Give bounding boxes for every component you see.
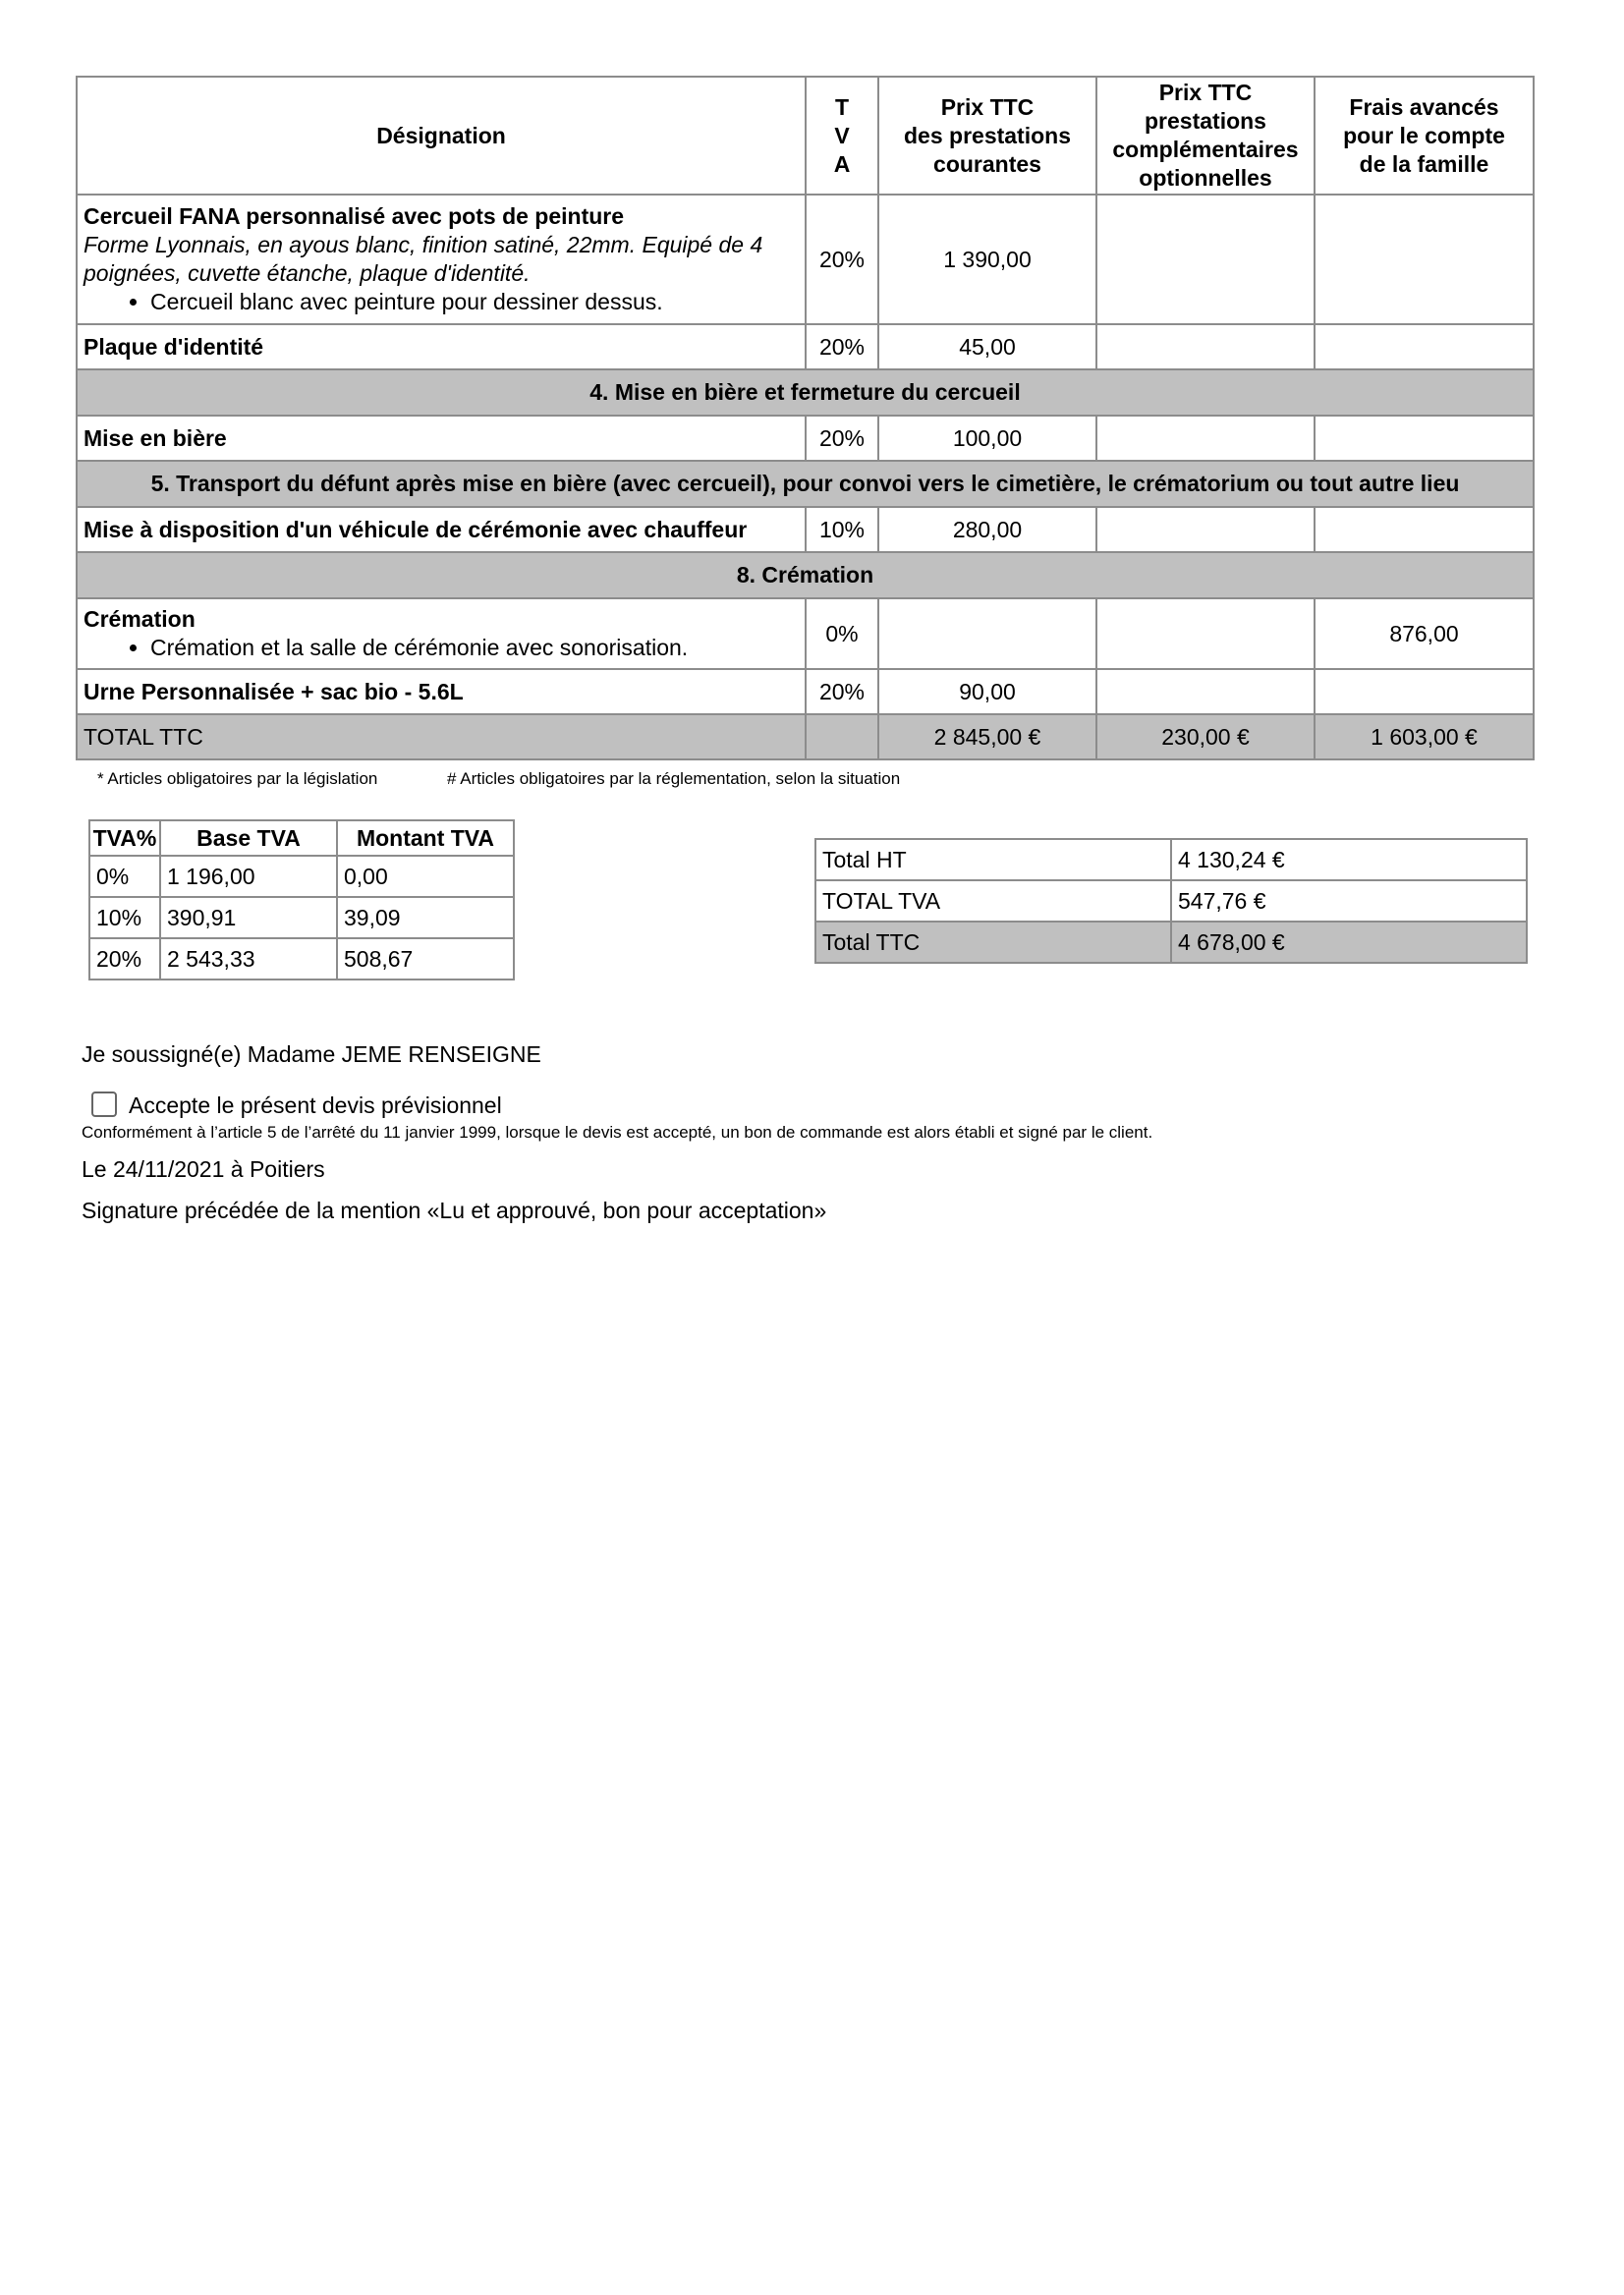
signature-mention: Signature précédée de la mention «Lu et approuvé, bon pour acceptation» xyxy=(82,1198,827,1223)
item-description: Forme Lyonnais, en ayous blanc, finition satiné, 22mm. Equipé de 4 poignées, cuvette étanche, plaque d'identité. xyxy=(84,232,763,286)
row-complementaires xyxy=(1096,195,1315,324)
section-title: 5. Transport du défunt après mise en bière (avec cercueil), pour convoi vers le cimetière, le crématorium ou tout autre lieu xyxy=(77,461,1534,507)
item-bullets xyxy=(84,634,799,662)
row-frais: 876,00 xyxy=(1315,598,1534,669)
row-complementaires xyxy=(1096,669,1315,714)
tva-rate: 0% xyxy=(89,856,160,897)
item-title: Plaque d'identité xyxy=(84,333,264,360)
item-title: Urne Personnalisée + sac bio - 5.6L xyxy=(84,678,464,704)
row-frais xyxy=(1315,669,1534,714)
totals-row-tva xyxy=(815,880,1527,922)
header-tva: T V A xyxy=(806,77,878,195)
row-courantes: 1 390,00 xyxy=(878,195,1096,324)
row-courantes: 90,00 xyxy=(878,669,1096,714)
total-tva xyxy=(806,714,878,759)
totals-label: Total TTC xyxy=(815,922,1171,963)
accept-label[interactable]: Accepte le présent devis prévisionnel xyxy=(129,1092,502,1118)
tva-base: 2 543,33 xyxy=(160,938,337,980)
tva-header-amount: Montant TVA xyxy=(337,820,514,856)
tva-amount: 508,67 xyxy=(337,938,514,980)
quote-table xyxy=(76,76,1535,760)
tva-amount: 0,00 xyxy=(337,856,514,897)
table-row xyxy=(77,324,1534,369)
header-designation: Désignation xyxy=(77,77,806,195)
totals-row-ttc xyxy=(815,922,1527,963)
tva-header-base: Base TVA xyxy=(160,820,337,856)
item-bullet: • Crémation et la salle de cérémonie avec sonorisation. xyxy=(150,634,799,662)
quote-table-header xyxy=(77,77,1534,195)
section-row xyxy=(77,552,1534,598)
totals-value: 4 130,24 € xyxy=(1171,839,1527,880)
row-tva: 0% xyxy=(806,598,878,669)
row-frais xyxy=(1315,416,1534,461)
row-complementaires xyxy=(1096,507,1315,552)
total-complementaires: 230,00 € xyxy=(1096,714,1315,759)
table-row xyxy=(77,598,1534,669)
tva-row xyxy=(89,897,514,938)
total-label: TOTAL TTC xyxy=(77,714,806,759)
row-tva: 20% xyxy=(806,416,878,461)
row-courantes: 280,00 xyxy=(878,507,1096,552)
tva-base: 1 196,00 xyxy=(160,856,337,897)
table-row xyxy=(77,669,1534,714)
table-row xyxy=(77,195,1534,324)
row-frais xyxy=(1315,507,1534,552)
row-complementaires xyxy=(1096,324,1315,369)
tva-base: 390,91 xyxy=(160,897,337,938)
item-title: Mise en bière xyxy=(84,424,227,451)
totals-value: 547,76 € xyxy=(1171,880,1527,922)
row-frais xyxy=(1315,195,1534,324)
row-courantes: 45,00 xyxy=(878,324,1096,369)
total-row xyxy=(77,714,1534,759)
row-designation xyxy=(77,324,806,369)
row-tva: 20% xyxy=(806,324,878,369)
row-designation xyxy=(77,195,806,324)
legal-note: Conformément à l’article 5 de l’arrêté du 11 janvier 1999, lorsque le devis est accepté, un bon de commande est alors établi et signé par le client. xyxy=(82,1123,1153,1142)
row-courantes: 100,00 xyxy=(878,416,1096,461)
tva-amount: 39,09 xyxy=(337,897,514,938)
row-designation xyxy=(77,416,806,461)
note-legislation: * Articles obligatoires par la législation xyxy=(97,769,378,788)
totals-table xyxy=(814,838,1528,964)
accept-checkbox[interactable] xyxy=(91,1092,117,1117)
tva-rate: 10% xyxy=(89,897,160,938)
row-tva: 20% xyxy=(806,195,878,324)
row-courantes xyxy=(878,598,1096,669)
row-tva: 20% xyxy=(806,669,878,714)
totals-label: TOTAL TVA xyxy=(815,880,1171,922)
header-prix-complementaires: Prix TTC prestations complémentaires optionnelles xyxy=(1096,77,1315,195)
total-frais: 1 603,00 € xyxy=(1315,714,1534,759)
row-complementaires xyxy=(1096,416,1315,461)
section-title: 8. Crémation xyxy=(77,552,1534,598)
section-row xyxy=(77,461,1534,507)
undersigned-text: Je soussigné(e) Madame JEME RENSEIGNE xyxy=(82,1041,541,1067)
totals-value: 4 678,00 € xyxy=(1171,922,1527,963)
tva-row xyxy=(89,938,514,980)
totals-row-ht xyxy=(815,839,1527,880)
totals-label: Total HT xyxy=(815,839,1171,880)
item-bullets xyxy=(84,288,799,316)
table-row xyxy=(77,507,1534,552)
note-reglementation: # Articles obligatoires par la réglementation, selon la situation xyxy=(447,769,901,788)
row-complementaires xyxy=(1096,598,1315,669)
tva-table xyxy=(88,819,515,980)
row-designation xyxy=(77,598,806,669)
item-title: Crémation xyxy=(84,606,196,632)
row-tva: 10% xyxy=(806,507,878,552)
row-frais xyxy=(1315,324,1534,369)
total-courantes: 2 845,00 € xyxy=(878,714,1096,759)
header-prix-courantes: Prix TTC des prestations courantes xyxy=(878,77,1096,195)
section-row xyxy=(77,369,1534,416)
header-frais-avances: Frais avancés pour le compte de la famille xyxy=(1315,77,1534,195)
table-row xyxy=(77,416,1534,461)
tva-header-rate: TVA% xyxy=(89,820,160,856)
item-title: Cercueil FANA personnalisé avec pots de peinture xyxy=(84,203,625,229)
row-designation xyxy=(77,669,806,714)
row-designation xyxy=(77,507,806,552)
item-bullet: • Cercueil blanc avec peinture pour dessiner dessus. xyxy=(150,288,799,316)
tva-row xyxy=(89,856,514,897)
item-title: Mise à disposition d'un véhicule de cérémonie avec chauffeur xyxy=(84,516,748,542)
tva-table-header xyxy=(89,820,514,856)
date-place: Le 24/11/2021 à Poitiers xyxy=(82,1156,325,1182)
tva-rate: 20% xyxy=(89,938,160,980)
section-title: 4. Mise en bière et fermeture du cercueil xyxy=(77,369,1534,416)
